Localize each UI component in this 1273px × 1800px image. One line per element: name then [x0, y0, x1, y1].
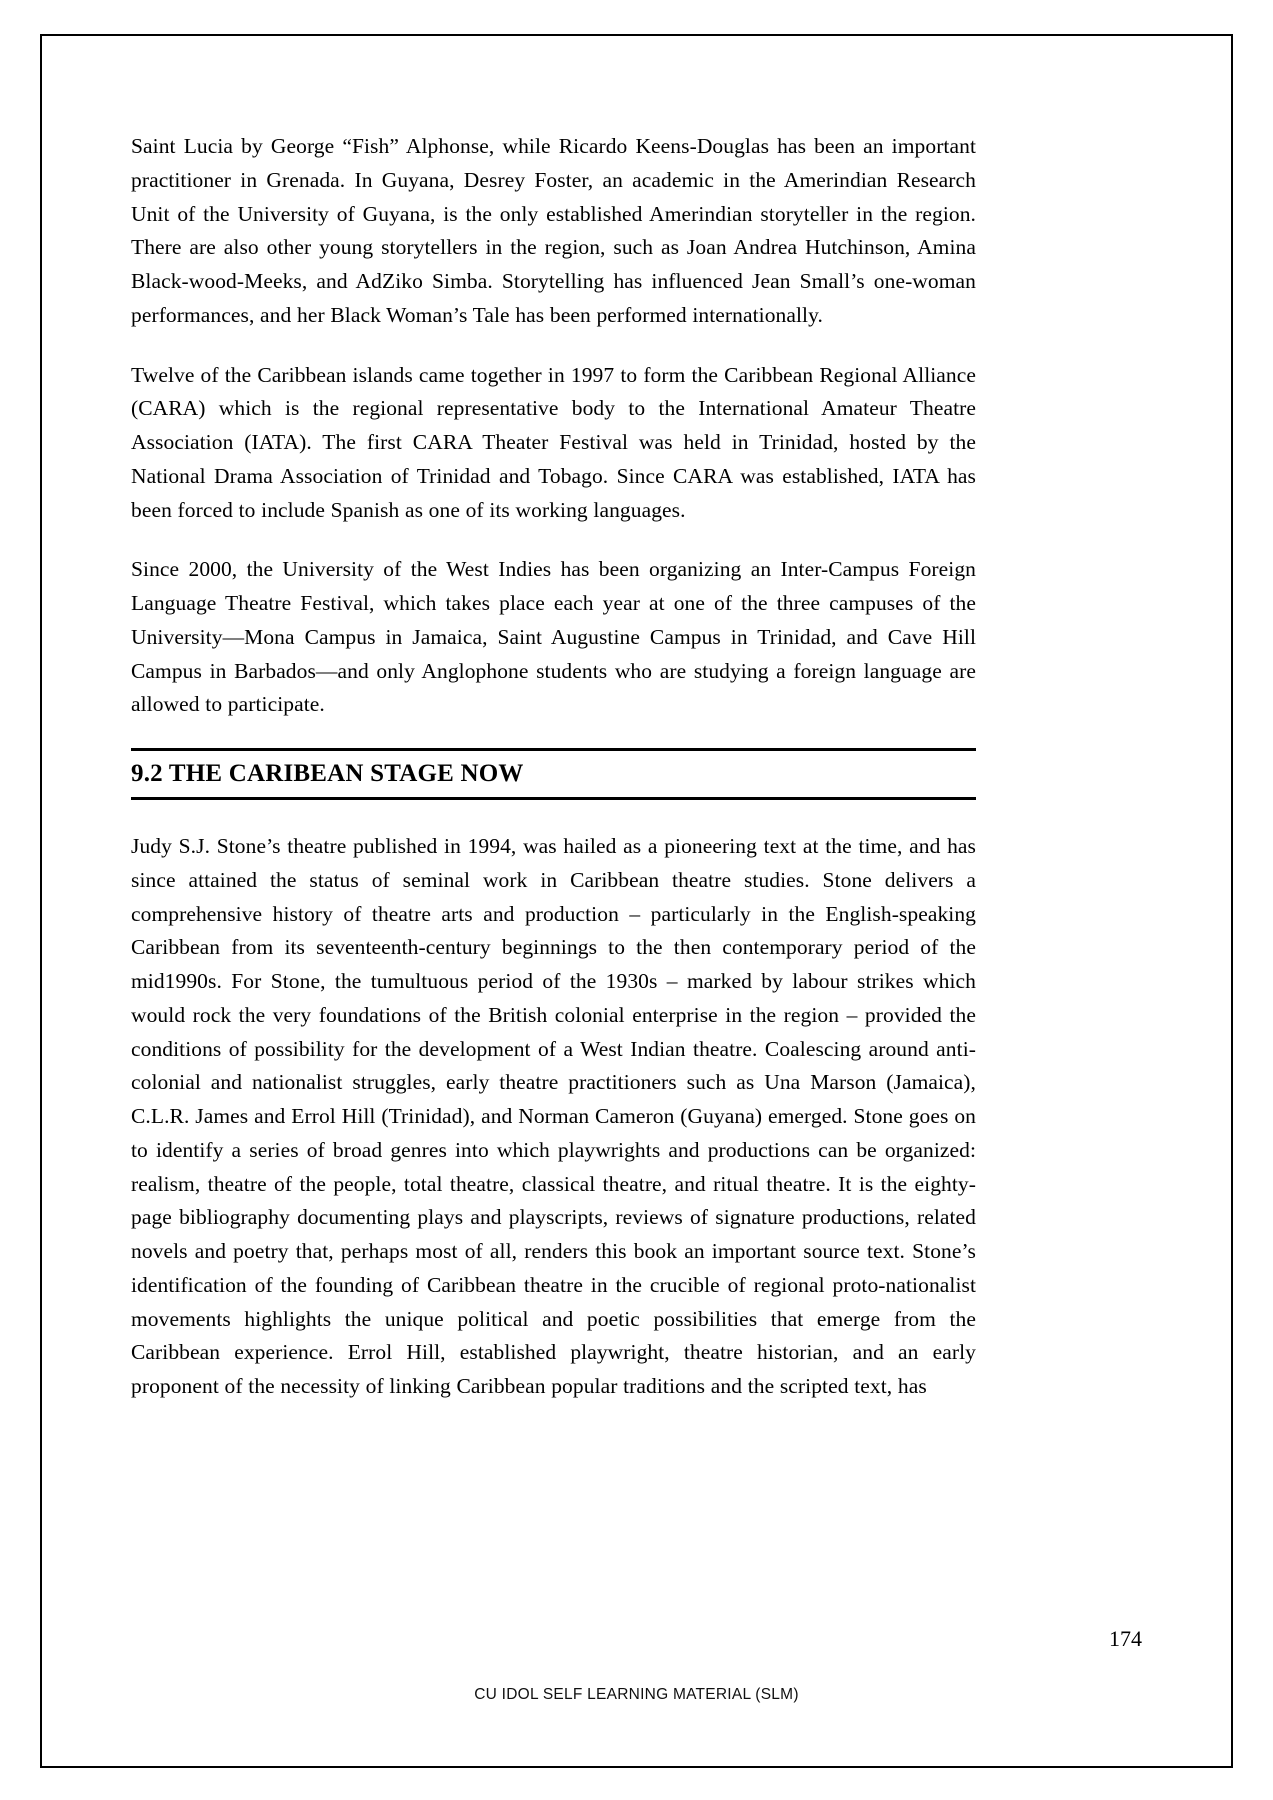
section-heading-block — [131, 748, 976, 800]
paragraph-cara: Twelve of the Caribbean islands came together in 1997 to form the Caribbean Regional Alliance (CARA) which is the regional representative body to the International Amateur Theatre Association (IATA). The first CARA Theater Festival was held in Trinidad, hosted by the National Drama Association of Trinidad and Tobago. Since CARA was established, IATA has been forced to include Spanish as one of its working languages. — [131, 362, 976, 522]
page-content — [131, 130, 976, 1430]
footer-note: CU IDOL SELF LEARNING MATERIAL (SLM) — [474, 1686, 799, 1703]
paragraph-uwi-festival: Since 2000, the University of the West Indies has been organizing an Inter-Campus Foreign Language Theatre Festival, which takes place each year at one of the three campuses of the University—Mona Campus in Jamaica, Saint Augustine Campus in Trinidad, and Cave Hill Campus in Barbados—and only Anglophone students who are studying a foreign language are allowed to participate. — [131, 557, 976, 717]
page-title: 9.2 THE CARIBEAN STAGE NOW — [131, 760, 524, 787]
paragraph-storytellers: Saint Lucia by George “Fish” Alphonse, while Ricardo Keens-Douglas has been an important practitioner in Grenada. In Guyana, Desrey Foster, an academic in the Amerindian Research Unit of the University of Guyana, is the only established Amerindian storyteller in the region. There are also other young storytellers in the region, such as Joan Andrea Hutchinson, Amina Black-wood-Meeks, and AdZiko Simba. Storytelling has influenced Jean Small’s one-woman performances, and her Black Woman’s Tale has been performed internationally. — [131, 134, 976, 327]
paragraph-judy-stone: Judy S.J. Stone’s theatre published in 1994, was hailed as a pioneering text at the time, and has since attained the status of seminal work in Caribbean theatre studies. Stone delivers a comprehensive history of theatre arts and production – particularly in the English-speaking Caribbean from its seventeenth-century beginnings to the then contemporary period of the mid1990s. For Stone, the tumultuous period of the 1930s – marked by labour strikes which would rock the very foundations of the British colonial enterprise in the region – provided the conditions of possibility for the development of a West Indian theatre. Coalescing around anti-colonial and nationalist struggles, early theatre practitioners such as Una Marson (Jamaica), C.L.R. James and Errol Hill (Trinidad), and Norman Cameron (Guyana) emerged. Stone goes on to identify a series of broad genres into which playwrights and productions can be organized: realism, theatre of the people, total theatre, classical theatre, and ritual theatre. It is the eighty-page bibliography documenting plays and playscripts, reviews of signature productions, related novels and poetry that, perhaps most of all, renders this book an important source text. Stone’s identification of the founding of Caribbean theatre in the crucible of regional proto-nationalist movements highlights the unique political and poetic possibilities that emerge from the Caribbean experience. Errol Hill, established playwright, theatre historian, and an early proponent of the necessity of linking Caribbean popular traditions and the scripted text, has — [131, 834, 976, 1398]
page-number: 174 — [1109, 1626, 1142, 1651]
